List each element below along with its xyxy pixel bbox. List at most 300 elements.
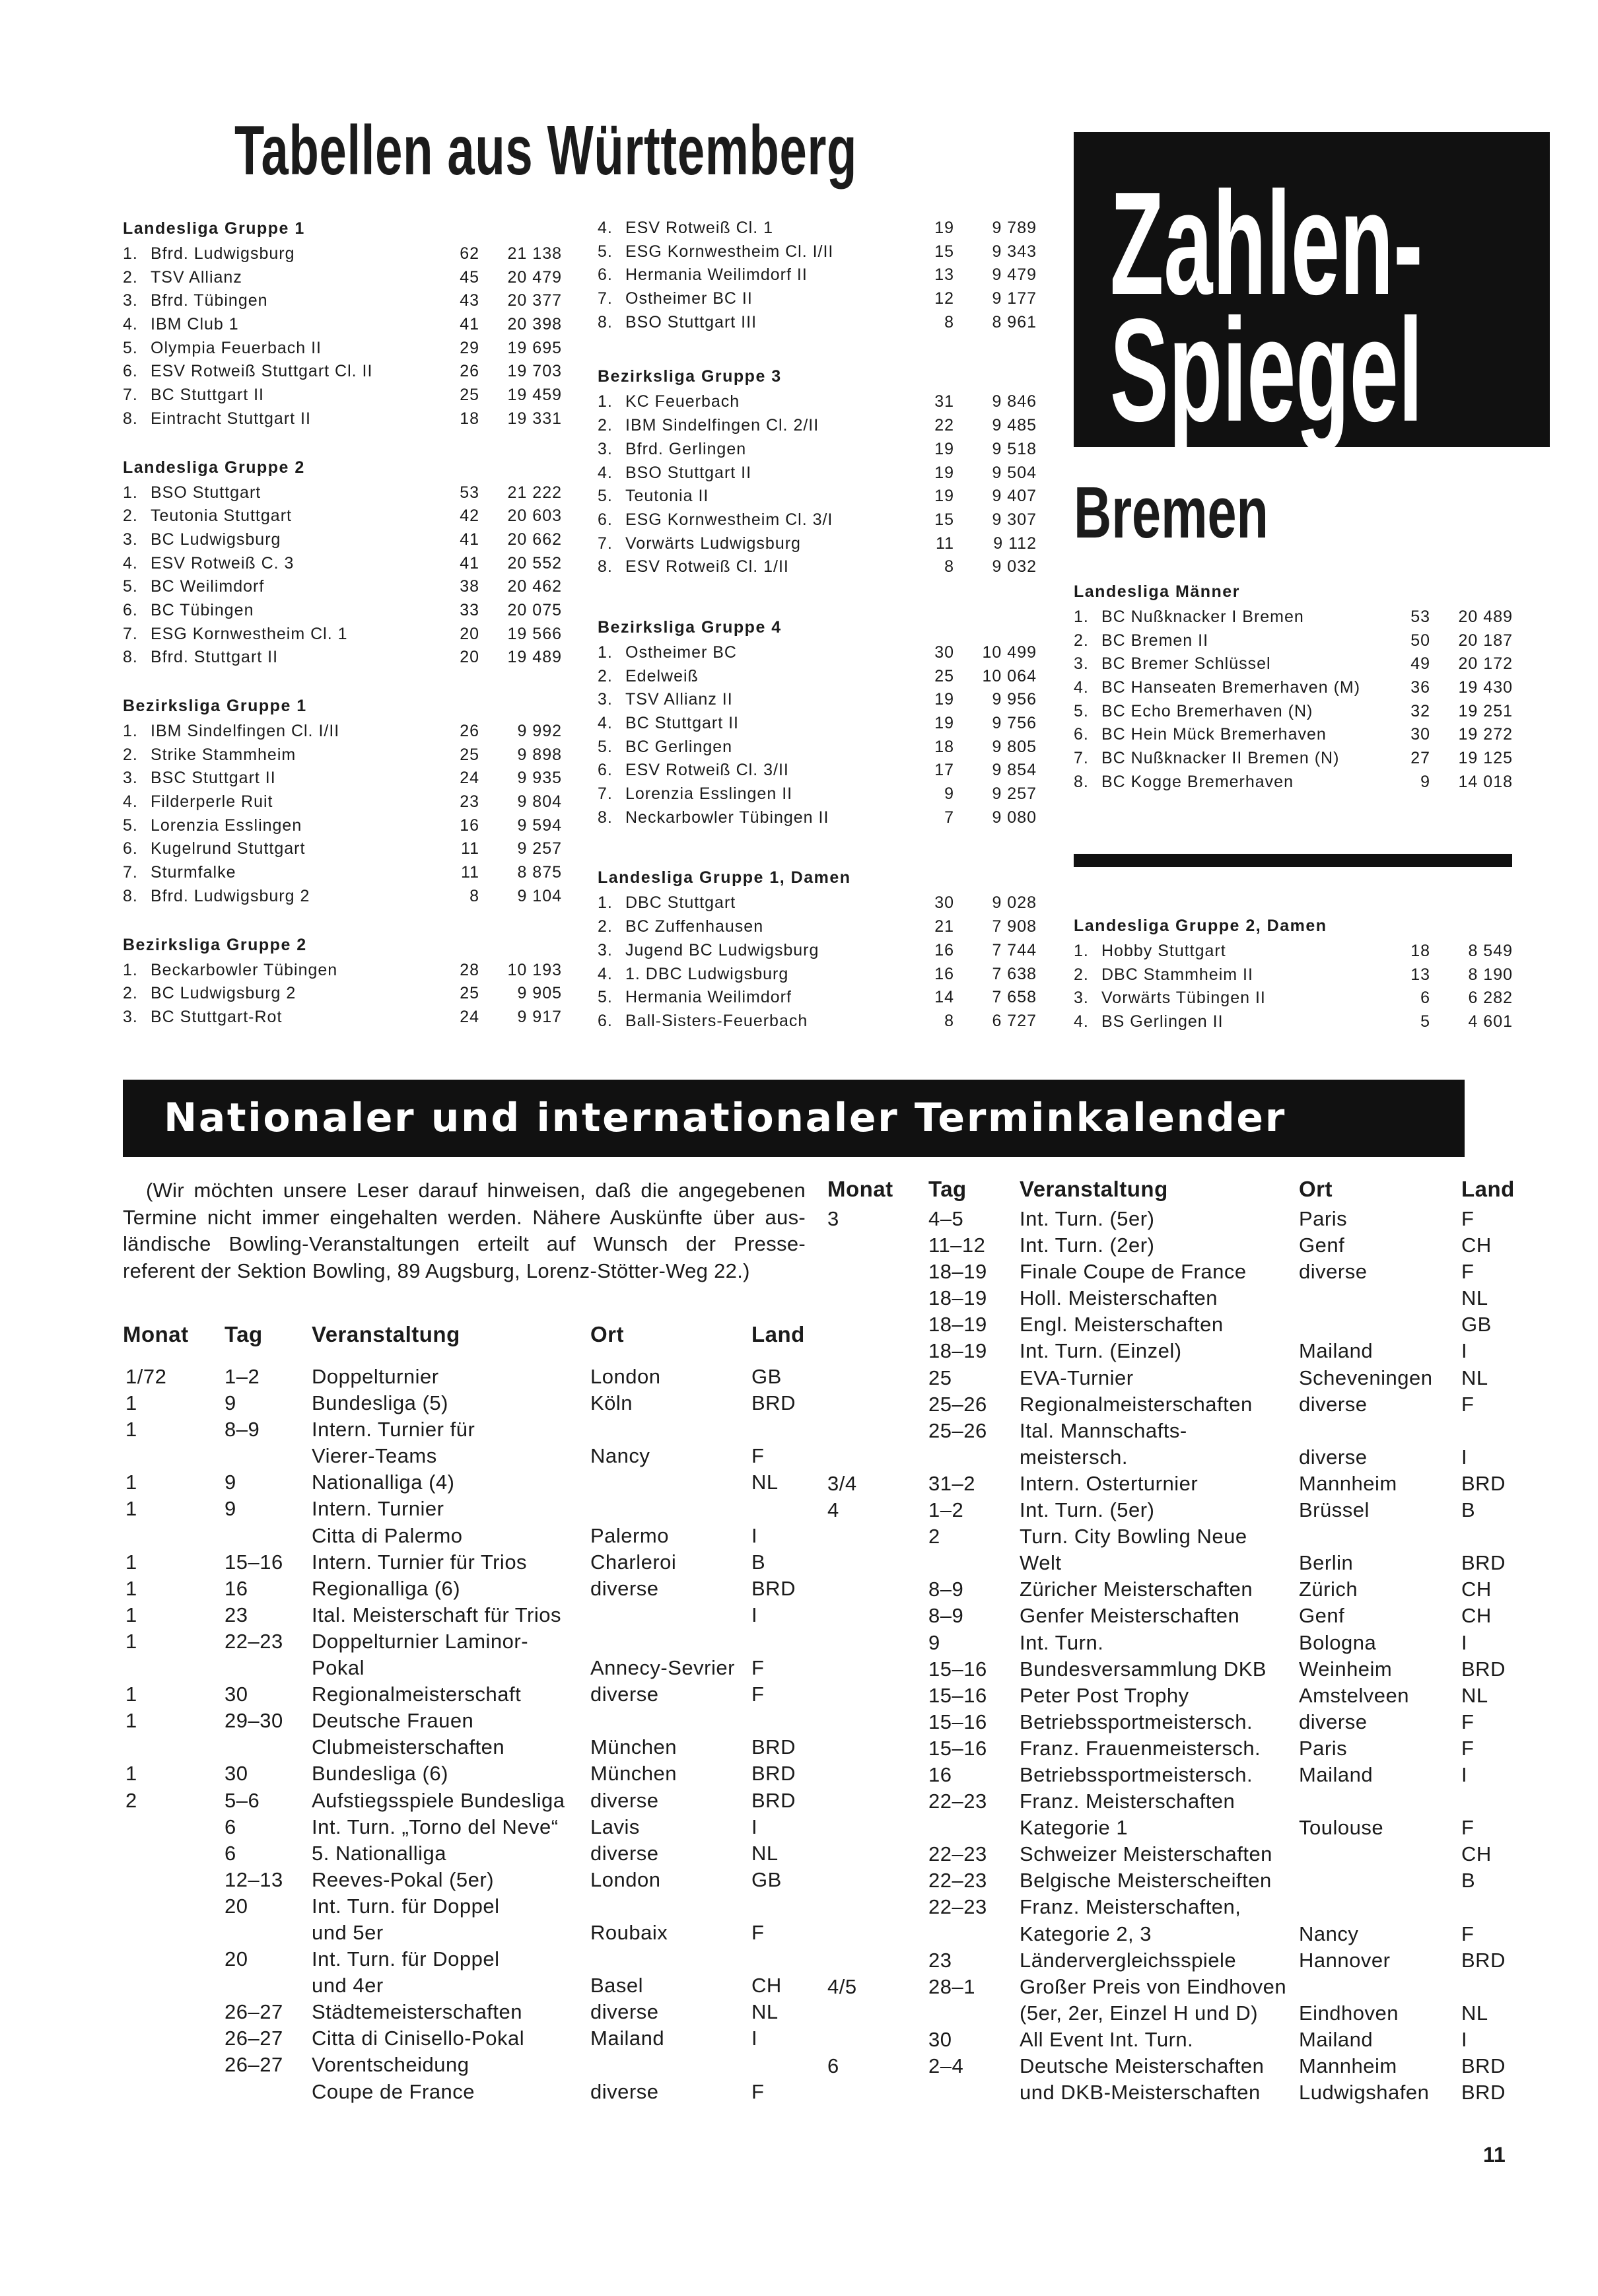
calendar-row <box>123 1523 876 1549</box>
header-day: Tag <box>928 1177 967 1201</box>
day: 5–6 <box>225 1788 260 1812</box>
pins: 9 112 <box>993 534 1037 553</box>
group-heading: Bezirksliga Gruppe 4 <box>598 617 782 637</box>
day: 22–23 <box>928 1790 987 1813</box>
team-name: BC Tübingen <box>151 600 254 619</box>
points: 19 <box>934 714 954 732</box>
pins: 9 177 <box>992 289 1037 308</box>
team-name: BC Ludwigsburg 2 <box>151 984 296 1003</box>
pins: 20 187 <box>1458 631 1513 650</box>
calendar-row <box>123 1893 876 1920</box>
event: meistersch. <box>1020 1445 1128 1469</box>
calendar-row <box>827 1603 1514 1629</box>
event: Betriebssportmeistersch. <box>1020 1762 1253 1786</box>
calendar-row <box>827 1815 1514 1841</box>
country: F <box>751 1656 765 1680</box>
standings-row <box>1074 652 1513 676</box>
event: Regionalmeisterschaft <box>312 1683 522 1706</box>
team-name: Bfrd. Gerlingen <box>625 439 747 458</box>
points: 41 <box>460 315 479 334</box>
team-name: BC Hein Mück Bremerhaven <box>1101 725 1327 744</box>
standings-row <box>123 552 562 576</box>
day: 22–23 <box>225 1629 283 1653</box>
event: Int. Turn. „Torno del Neve“ <box>312 1815 559 1838</box>
location: Hannover <box>1299 1948 1391 1972</box>
event: Kategorie 1 <box>1020 1816 1129 1840</box>
rank: 1. <box>123 960 138 979</box>
event: Regionalliga (6) <box>312 1576 461 1600</box>
calendar-row <box>123 1814 876 1840</box>
calendar-row <box>827 1762 1514 1788</box>
month: 1 <box>125 1683 137 1706</box>
standings-row <box>598 915 1037 939</box>
zahlen-spiegel-line1: Zahlen- <box>1110 162 1423 326</box>
standings-row <box>598 287 1037 311</box>
pins: 9 518 <box>992 439 1037 458</box>
day: 8–9 <box>928 1578 964 1601</box>
standings-row <box>598 806 1037 830</box>
header-month: Monat <box>827 1177 893 1201</box>
points: 13 <box>1410 965 1430 984</box>
points: 19 <box>934 690 954 709</box>
points: 45 <box>460 267 479 287</box>
standings-row <box>1074 606 1513 629</box>
event: Peter Post Trophy <box>1020 1683 1189 1707</box>
team-name: Olympia Feuerbach II <box>151 338 322 357</box>
standings-row <box>123 837 562 861</box>
month: 1 <box>125 1497 137 1521</box>
rank: 7. <box>123 863 138 882</box>
rank: 1. <box>1074 608 1089 626</box>
header-event: Veranstaltung <box>1020 1177 1168 1201</box>
location: London <box>590 1365 661 1388</box>
team-name: BC Nußknacker I Bremen <box>1101 608 1304 626</box>
points: 41 <box>460 553 479 573</box>
intro-line: (Wir möchten unsere Leser darauf hinweisen, daß die angegebenen <box>146 1179 806 1202</box>
team-name: ESV Rotweiß Cl. 3/II <box>625 761 789 780</box>
day: 1–2 <box>225 1365 260 1388</box>
calendar-header-row <box>827 1173 1514 1206</box>
points: 21 <box>934 917 954 936</box>
country: GB <box>1461 1313 1492 1337</box>
event: Intern. Turnier für <box>312 1418 475 1442</box>
team-name: BC Hanseaten Bremerhaven (M) <box>1101 678 1361 697</box>
points: 16 <box>934 940 954 959</box>
event: Reeves-Pokal (5er) <box>312 1867 495 1891</box>
rank: 2. <box>123 506 138 526</box>
location: Eindhoven <box>1299 2001 1399 2025</box>
pins: 9 956 <box>992 690 1037 709</box>
day: 1–2 <box>928 1498 964 1522</box>
rank: 8. <box>598 808 613 827</box>
location: diverse <box>1299 1392 1368 1416</box>
calendar-row <box>827 1735 1514 1762</box>
team-name: Jugend BC Ludwigsburg <box>625 940 819 959</box>
pins: 20 075 <box>507 600 562 619</box>
event: Bundesliga (6) <box>312 1762 448 1786</box>
pins: 9 504 <box>992 463 1037 482</box>
standings-row <box>598 986 1037 1010</box>
month: 4/5 <box>827 1974 857 1998</box>
standings-row <box>123 790 562 814</box>
points: 8 <box>944 557 954 576</box>
event: Deutsche Meisterschaften <box>1020 2054 1265 2077</box>
points: 18 <box>1410 942 1430 960</box>
location: München <box>590 1735 677 1759</box>
month: 1 <box>125 1762 137 1786</box>
event: EVA-Turnier <box>1020 1366 1134 1389</box>
points: 20 <box>460 648 479 667</box>
month: 1 <box>125 1418 137 1442</box>
pins: 9 917 <box>517 1007 562 1026</box>
location: Mailand <box>1299 1339 1373 1363</box>
rank: 3. <box>1074 989 1089 1008</box>
standings-row <box>1074 723 1513 747</box>
day: 18–19 <box>928 1286 987 1310</box>
standings-row <box>598 665 1037 689</box>
standings-row <box>598 939 1037 963</box>
points: 30 <box>934 643 954 662</box>
pins: 9 485 <box>992 416 1037 435</box>
rank: 4. <box>123 553 138 573</box>
calendar-table-left <box>123 1313 876 2105</box>
team-name: ESV Rotweiß Cl. 1 <box>625 219 774 237</box>
standings-row <box>123 1006 562 1029</box>
event: Doppelturnier <box>312 1365 439 1388</box>
country: F <box>1461 1922 1475 1945</box>
calendar-row <box>123 1469 876 1496</box>
calendar-row <box>123 1416 876 1443</box>
event: Ländervergleichsspiele <box>1020 1948 1237 1972</box>
calendar-row <box>123 1496 876 1522</box>
day: 25–26 <box>928 1392 987 1416</box>
calendar-row <box>827 1974 1514 2000</box>
standings-row <box>598 414 1037 438</box>
rank: 8. <box>123 409 138 428</box>
pins: 9 032 <box>992 557 1037 576</box>
calendar-row <box>827 1683 1514 1709</box>
event: Intern. Turnier für Trios <box>312 1550 528 1574</box>
day: 6 <box>225 1815 236 1838</box>
day: 15–16 <box>928 1710 987 1733</box>
team-name: KC Feuerbach <box>625 392 740 411</box>
location: München <box>590 1762 677 1786</box>
event: Ital. Mannschafts- <box>1020 1418 1187 1442</box>
event: Citta di Cinisello-Pokal <box>312 2027 525 2050</box>
points: 32 <box>1410 701 1430 720</box>
calendar-row <box>827 1523 1514 1550</box>
standings-row <box>598 891 1037 915</box>
standings-row <box>123 242 562 266</box>
rank: 4. <box>598 714 613 732</box>
team-name: DBC Stammheim II <box>1101 965 1253 984</box>
rank: 8. <box>123 886 138 905</box>
day: 18–19 <box>928 1260 987 1284</box>
standings-group <box>598 864 1037 1033</box>
month: 1 <box>125 1709 137 1733</box>
team-name: Teutonia II <box>625 487 709 506</box>
event: 5. Nationalliga <box>312 1841 446 1865</box>
team-name: ESG Kornwestheim Cl. 3/I <box>625 510 833 529</box>
header-month: Monat <box>123 1322 189 1346</box>
standings-group <box>598 613 1037 830</box>
location: diverse <box>1299 1260 1368 1284</box>
calendar-row <box>123 1549 876 1576</box>
pins: 9 080 <box>992 808 1037 827</box>
month: 1/72 <box>125 1365 167 1388</box>
rank: 4. <box>123 792 138 812</box>
points: 11 <box>936 534 954 553</box>
rank: 2. <box>123 745 138 764</box>
rank: 6. <box>598 265 613 285</box>
standings-group <box>123 931 562 1029</box>
rank: 2. <box>123 267 138 287</box>
location: Ludwigshafen <box>1299 2081 1430 2105</box>
rank: 1. <box>1074 942 1089 960</box>
country: GB <box>751 1365 782 1388</box>
rank: 7. <box>123 386 138 405</box>
pins: 10 193 <box>507 960 562 979</box>
country: GB <box>751 1867 782 1891</box>
event: Int. Turn. für Doppel <box>312 1947 500 1971</box>
country: F <box>751 1444 765 1468</box>
points: 19 <box>934 487 954 506</box>
team-name: Edelweiß <box>625 666 699 685</box>
calendar-row <box>123 1602 876 1628</box>
rank: 8. <box>598 557 613 576</box>
points: 17 <box>934 761 954 780</box>
team-name: Kugelrund Stuttgart <box>151 839 306 858</box>
event: Genfer Meisterschaften <box>1020 1604 1240 1628</box>
event: Franz. Frauenmeistersch. <box>1020 1736 1261 1760</box>
location: Brüssel <box>1299 1498 1370 1522</box>
standings-row <box>598 555 1037 579</box>
location: diverse <box>590 1683 659 1706</box>
points: 8 <box>944 1011 954 1030</box>
standings-row <box>1074 747 1513 771</box>
day: 30 <box>225 1683 248 1706</box>
country: F <box>751 1683 765 1706</box>
pins: 19 272 <box>1458 725 1513 744</box>
country: F <box>1461 1260 1475 1284</box>
location: Annecy-Sevrier <box>590 1656 735 1680</box>
rank: 6. <box>123 362 138 381</box>
standings-row <box>123 885 562 909</box>
team-name: BC Zuffenhausen <box>625 917 764 936</box>
points: 53 <box>1410 608 1430 626</box>
standings-row <box>123 384 562 407</box>
day: 26–27 <box>225 2027 283 2050</box>
standings-row <box>123 720 562 744</box>
points: 30 <box>1410 725 1430 744</box>
location: Mailand <box>590 2027 665 2050</box>
calendar-row <box>827 1259 1514 1285</box>
day: 31–2 <box>928 1471 975 1495</box>
rank: 5. <box>598 487 613 506</box>
rank: 2. <box>598 666 613 685</box>
team-name: Sturmfalke <box>151 863 236 882</box>
rank: 3. <box>598 690 613 709</box>
standings-row <box>598 641 1037 665</box>
zahlen-spiegel-box <box>1074 132 1550 452</box>
points: 16 <box>934 964 954 983</box>
pins: 20 398 <box>507 315 562 334</box>
points: 38 <box>460 577 479 596</box>
points: 15 <box>934 510 954 529</box>
standings-row <box>1074 963 1513 987</box>
team-name: Vorwärts Tübingen II <box>1101 989 1266 1008</box>
pins: 20 662 <box>507 530 562 549</box>
location: diverse <box>590 2079 659 2103</box>
points: 25 <box>460 386 479 405</box>
country: F <box>1461 1710 1475 1733</box>
page-title: Tabellen aus Württemberg <box>234 112 858 190</box>
team-name: BC Nußknacker II Bremen (N) <box>1101 749 1340 768</box>
team-name: Eintracht Stuttgart II <box>151 409 311 428</box>
event: Aufstiegsspiele Bundesliga <box>312 1788 565 1812</box>
location: Mailand <box>1299 2027 1373 2051</box>
event: Städtemeisterschaften <box>312 2000 522 2024</box>
country: BRD <box>751 1735 796 1759</box>
country: BRD <box>1461 1471 1506 1495</box>
location: Mannheim <box>1299 2054 1397 2077</box>
month: 1 <box>125 1471 137 1494</box>
location: Weinheim <box>1299 1657 1393 1681</box>
day: 4–5 <box>928 1207 964 1230</box>
standings-row <box>123 313 562 337</box>
country: F <box>1461 1207 1475 1230</box>
team-name: Bfrd. Ludwigsburg 2 <box>151 886 310 905</box>
rank: 3. <box>123 291 138 310</box>
event: All Event Int. Turn. <box>1020 2027 1194 2051</box>
event: Coupe de France <box>312 2079 475 2103</box>
country: NL <box>1461 1683 1488 1707</box>
standings-group <box>123 692 562 909</box>
group-heading: Landesliga Gruppe 1 <box>123 219 305 238</box>
event: Int. Turn. (5er) <box>1020 1207 1155 1230</box>
standings-group <box>1074 912 1513 1034</box>
country: F <box>751 2079 765 2103</box>
intro-line: referent der Sektion Bowling, 89 Augsburg, Lorenz-Stötter-Weg 22.) <box>123 1259 750 1282</box>
team-name: Neckarbowler Tübingen II <box>625 808 829 827</box>
location: Genf <box>1299 1604 1345 1628</box>
wuerttemberg-left-column <box>123 215 562 1029</box>
points: 11 <box>461 839 479 858</box>
points: 15 <box>934 242 954 261</box>
day: 23 <box>928 1948 952 1972</box>
points: 25 <box>934 666 954 685</box>
location: Bologna <box>1299 1630 1377 1654</box>
standings-row <box>598 462 1037 485</box>
points: 18 <box>460 409 479 428</box>
points: 18 <box>934 737 954 756</box>
pins: 9 805 <box>992 737 1037 756</box>
rank: 8. <box>1074 772 1089 791</box>
team-name: Lorenzia Esslingen <box>151 816 302 835</box>
page-number: 11 <box>1483 2143 1506 2167</box>
calendar-row <box>827 2053 1514 2079</box>
intro-line: Termine nicht immer eingehalten werden. Nähere Auskünfte über aus- <box>123 1205 806 1229</box>
calendar-row <box>123 1628 876 1655</box>
points: 24 <box>460 769 479 788</box>
calendar-row <box>123 2079 876 2105</box>
rank: 6. <box>598 1011 613 1030</box>
standings-row <box>598 438 1037 462</box>
country: NL <box>751 1841 779 1865</box>
points: 31 <box>934 392 954 411</box>
calendar-row <box>123 2025 876 2052</box>
standings-row <box>123 982 562 1006</box>
standings-group <box>123 454 562 670</box>
team-name: DBC Stuttgart <box>625 893 736 913</box>
pins: 20 172 <box>1458 654 1513 674</box>
event: Turn. City Bowling Neue <box>1020 1525 1247 1548</box>
standings-row <box>123 814 562 838</box>
month: 3/4 <box>827 1471 857 1495</box>
calendar-row <box>123 1655 876 1681</box>
event: Finale Coupe de France <box>1020 1260 1247 1284</box>
zahlen-spiegel-line2: Spiegel <box>1110 289 1423 452</box>
pins: 9 846 <box>992 392 1037 411</box>
country: F <box>1461 1392 1475 1416</box>
standings-row <box>598 532 1037 556</box>
pins: 8 190 <box>1468 965 1513 984</box>
country: F <box>751 1920 765 1944</box>
country: NL <box>1461 1366 1488 1389</box>
points: 62 <box>460 244 479 263</box>
team-name: TSV Allianz II <box>625 690 733 709</box>
country: I <box>1461 1445 1468 1469</box>
team-name: BSO Stuttgart III <box>625 312 757 331</box>
pins: 6 727 <box>992 1011 1037 1030</box>
team-name: Bfrd. Tübingen <box>151 291 268 310</box>
pins: 19 459 <box>507 386 562 405</box>
pins: 9 479 <box>992 265 1037 285</box>
points: 43 <box>460 291 479 310</box>
team-name: IBM Sindelfingen Cl. 2/II <box>625 416 819 435</box>
standings-row <box>123 599 562 623</box>
day: 26–27 <box>225 2053 283 2077</box>
points: 30 <box>934 893 954 913</box>
event: und DKB-Meisterschaften <box>1020 2081 1261 2105</box>
event: Schweizer Meisterschaften <box>1020 1842 1272 1866</box>
pins: 9 804 <box>517 792 562 812</box>
standings-row <box>123 646 562 670</box>
day: 2–4 <box>928 2054 964 2077</box>
points: 50 <box>1410 631 1430 650</box>
day: 22–23 <box>928 1869 987 1893</box>
team-name: Hobby Stuttgart <box>1101 942 1226 960</box>
points: 13 <box>934 265 954 285</box>
month: 1 <box>125 1391 137 1415</box>
event: Züricher Meisterschaften <box>1020 1578 1253 1601</box>
rank: 1. <box>123 722 138 740</box>
day: 9 <box>225 1391 236 1415</box>
points: 22 <box>934 416 954 435</box>
country: F <box>1461 1736 1475 1760</box>
rank: 3. <box>123 769 138 788</box>
calendar-row <box>827 2027 1514 2053</box>
pins: 9 104 <box>517 886 562 905</box>
calendar-row <box>827 1365 1514 1391</box>
location: Zürich <box>1299 1578 1358 1601</box>
calendar-row <box>123 1681 876 1708</box>
bremen-landesliga-damen <box>1074 912 1513 1034</box>
standings-group <box>1074 578 1513 794</box>
country: CH <box>1461 1842 1492 1866</box>
pins: 20 377 <box>507 291 562 310</box>
standings-group <box>598 363 1037 579</box>
